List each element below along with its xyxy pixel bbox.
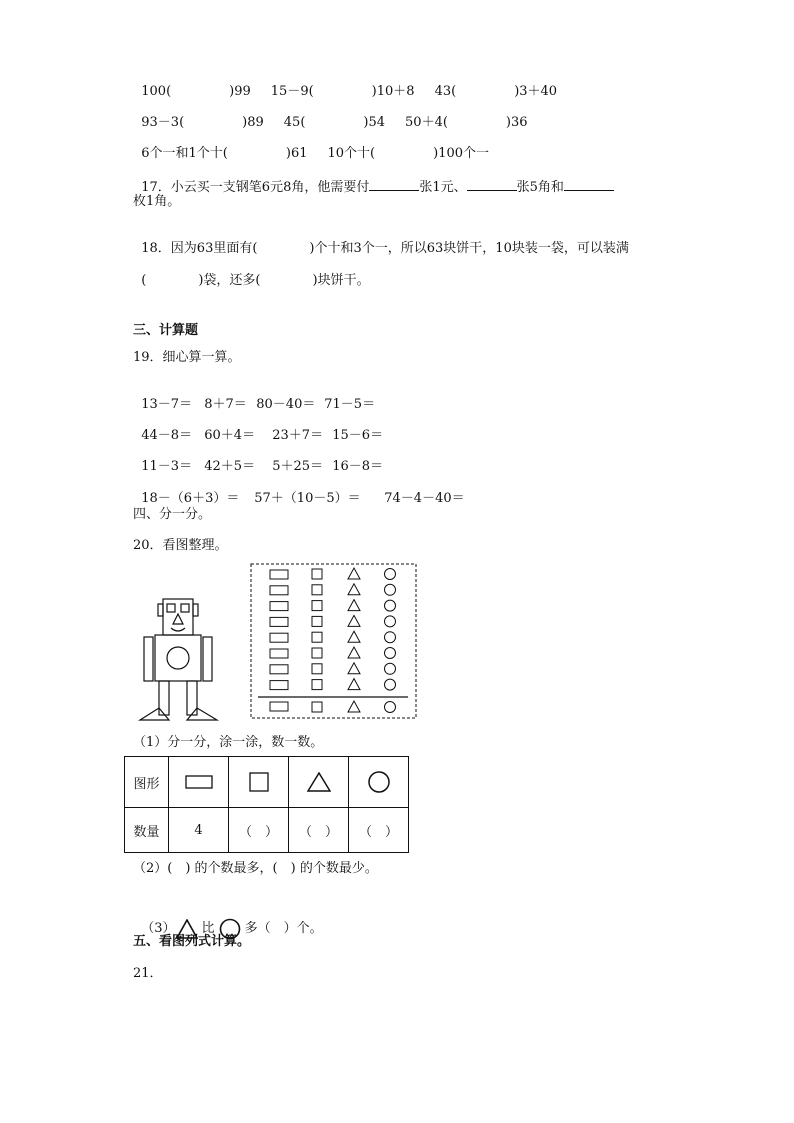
section-5-title: 五、看图列式计算。: [133, 934, 251, 949]
legend-square-icon: [312, 702, 322, 712]
header-rectangle: [169, 757, 229, 808]
legend-triangle-icon: [348, 701, 360, 712]
calc-item: 5＋25＝: [272, 459, 324, 474]
calc-item: 71－5＝: [324, 397, 376, 412]
calc-item: 42＋5＝: [204, 459, 256, 474]
calc-item: 57＋（10－5）＝: [254, 491, 361, 506]
rectangle-icon: [270, 602, 288, 611]
q18-text: (: [141, 273, 147, 288]
circle-icon: [385, 584, 396, 595]
sub-question-1: （1）分一分，涂一涂，数一数。: [133, 735, 324, 750]
q17-text: 张5角和: [516, 180, 564, 195]
compare-item: )99: [229, 84, 251, 99]
fill-blank[interactable]: [467, 178, 517, 191]
compare-row-3: [133, 130, 489, 162]
question-21: 21．: [133, 966, 163, 981]
sub-question-2: （2）( ) 的个数最多，( ) 的个数最少。: [133, 861, 378, 876]
circle-icon: [385, 632, 396, 643]
triangle-icon: [348, 663, 360, 674]
question-20: 20．看图整理。: [133, 538, 228, 553]
compare-item: )3＋40: [514, 84, 558, 99]
compare-item: 43(: [434, 84, 457, 99]
triangle-icon: [348, 631, 360, 642]
square-icon: [312, 632, 322, 642]
head-ear-left: [158, 604, 163, 616]
square-icon: [312, 585, 322, 595]
fill-blank[interactable]: [564, 178, 614, 191]
calc-item: 15－6＝: [332, 428, 384, 443]
calc-row-1: [133, 381, 375, 413]
calc-item: 44－8＝: [141, 428, 193, 443]
count-square[interactable]: （ ）: [229, 808, 289, 853]
compare-item: )54: [363, 115, 386, 130]
compare-item: )89: [242, 115, 264, 130]
calc-item: 60＋4＝: [204, 428, 256, 443]
table-row: [125, 808, 409, 853]
robot-figure: [135, 597, 221, 723]
calc-item: 16－8＝: [332, 459, 384, 474]
robot-foot-left: [140, 708, 169, 720]
compare-item: )100个一: [433, 146, 490, 161]
triangle-icon: [348, 568, 360, 579]
sub3-text: （3）: [141, 921, 176, 936]
circle-icon: [385, 600, 396, 611]
compare-item: 100(: [141, 84, 172, 99]
question-18-cont: [133, 257, 370, 289]
triangle-icon: [348, 679, 360, 690]
robot-eye-left: [167, 604, 175, 612]
header-triangle: [289, 757, 349, 808]
sub3-text: 比: [201, 921, 215, 936]
q18-text: )个十和3个一，所以63块饼干，10块装一袋，可以装满: [309, 241, 629, 256]
compare-row-2: [133, 99, 528, 131]
count-rectangle: 4: [169, 808, 229, 853]
header-circle: [349, 757, 409, 808]
q18-text: 18．因为63里面有(: [141, 241, 258, 256]
calc-row-4: [133, 475, 465, 507]
compare-item: 15－9(: [270, 84, 314, 99]
sub3-text: 多（ ）个。: [244, 921, 323, 936]
section-3-title: 三、计算题: [133, 323, 199, 338]
circle-icon: [385, 648, 396, 659]
legend-rectangle-icon: [270, 702, 288, 711]
rectangle-icon: [185, 775, 213, 789]
circle-icon: [385, 679, 396, 690]
legend-circle-icon: [385, 702, 396, 713]
square-icon: [312, 680, 322, 690]
square-icon: [312, 601, 322, 611]
calc-row-2: [133, 412, 383, 444]
robot-nose: [173, 614, 183, 624]
robot-foot-right: [187, 708, 217, 720]
rectangle-icon: [270, 586, 288, 595]
square-icon: [312, 616, 322, 626]
rectangle-icon: [270, 570, 288, 579]
calc-item: 80－40＝: [256, 397, 316, 412]
triangle-icon: [348, 584, 360, 595]
section-4-title: 四、分一分。: [133, 507, 212, 522]
compare-item: 10个十(: [327, 146, 376, 161]
question-18: [133, 225, 629, 257]
circle-icon: [385, 569, 396, 580]
triangle-icon: [348, 615, 360, 626]
triangle-icon: [307, 772, 331, 792]
robot-arm-left: [144, 637, 153, 681]
count-triangle[interactable]: （ ）: [289, 808, 349, 853]
circle-icon: [385, 663, 396, 674]
calc-item: 8＋7＝: [204, 397, 247, 412]
q18-text: )袋，还多(: [198, 273, 261, 288]
rectangle-icon: [270, 681, 288, 690]
rectangle-icon: [270, 649, 288, 658]
triangle-icon: [348, 600, 360, 611]
calc-item: 74－4－40＝: [384, 491, 465, 506]
count-circle[interactable]: （ ）: [349, 808, 409, 853]
q17-text: 17．小云买一支钢笔6元8角，他需要付: [141, 180, 370, 195]
square-icon: [249, 772, 269, 792]
row-label-shape: 图形: [125, 757, 169, 808]
question-17-cont: 枚1角。: [133, 194, 181, 209]
question-17: [133, 162, 614, 196]
square-icon: [312, 569, 322, 579]
compare-item: )61: [285, 146, 308, 161]
fill-blank[interactable]: [369, 178, 419, 191]
dashed-border: [251, 564, 416, 718]
header-square: [229, 757, 289, 808]
calc-row-3: [133, 443, 383, 475]
table-row: [125, 757, 409, 808]
robot-arm-right: [203, 637, 212, 681]
robot-mouth: [171, 628, 185, 631]
compare-item: 45(: [283, 115, 306, 130]
triangle-icon: [348, 647, 360, 658]
calc-item: 18－（6＋3）＝: [141, 491, 240, 506]
row-label-count: 数量: [125, 808, 169, 853]
compare-item: 6个一和1个十(: [141, 146, 228, 161]
head-ear-right: [193, 604, 198, 616]
calc-item: 13－7＝: [141, 397, 193, 412]
shape-inventory-box: [250, 563, 418, 721]
square-icon: [312, 648, 322, 658]
shape-count-table: [124, 756, 409, 853]
rectangle-icon: [270, 617, 288, 626]
q17-text: 张1元、: [419, 180, 467, 195]
calc-item: 11－3＝: [141, 459, 193, 474]
compare-item: )36: [505, 115, 528, 130]
rectangle-icon: [270, 665, 288, 674]
robot-eye-right: [181, 604, 189, 612]
circle-icon: [385, 616, 396, 627]
compare-item: )10＋8: [371, 84, 415, 99]
square-icon: [312, 664, 322, 674]
q18-text: )块饼干。: [312, 273, 370, 288]
compare-row-1: [133, 68, 557, 100]
robot-body-circle: [167, 647, 189, 669]
robot-body: [155, 635, 201, 681]
rectangle-icon: [270, 633, 288, 642]
compare-item: 50＋4(: [405, 115, 448, 130]
compare-item: 93－3(: [141, 115, 185, 130]
question-19: 19．细心算一算。: [133, 350, 241, 365]
circle-icon: [368, 771, 390, 793]
calc-item: 23＋7＝: [272, 428, 324, 443]
